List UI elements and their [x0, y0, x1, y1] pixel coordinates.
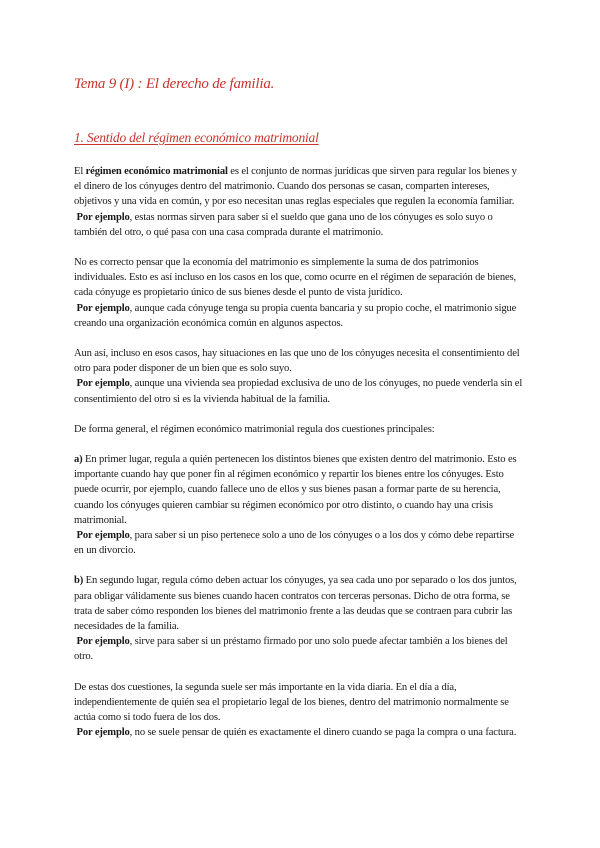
paragraph-cuestiones [74, 422, 526, 437]
example-label: Por ejemplo [76, 302, 130, 314]
example-text: , estas normas sirven para saber si el sueldo que gana uno de los cónyuges es solo suyo o también del otro, o qué pasa con una casa comprada durante el matrimonio. [74, 211, 493, 238]
example-line [74, 528, 526, 558]
paragraph-consentimiento [74, 346, 526, 407]
paragraph-text: Aun así, incluso en esos casos, hay situaciones en las que uno de los cónyuges necesita el consentimiento del otro para poder disponer de un bien que es solo suyo. [74, 348, 520, 375]
paragraph-patrimonios [74, 255, 526, 331]
example-line [74, 725, 526, 740]
paragraph-text: En primer lugar, regula a quién pertenecen los distintos bienes que existen dentro del matrimonio. Esto es importante cuando hay que poner fin al régimen económico y repartir los bienes entre los cónyuges. Esto puede ocurrir, por ejemplo, cuando fallece uno de ellos y sus bienes pasan a formar parte de su herencia, cuando los cónyuges quieren cambiar su régimen económico por otro distinto, o cuando hay una crisis matrimonial. [74, 454, 517, 526]
paragraph-text: El [74, 166, 86, 177]
paragraph-item-a [74, 452, 526, 558]
example-label: Por ejemplo [76, 636, 130, 648]
paragraph-text: De estas dos cuestiones, la segunda suele ser más importante en la vida diaria. En el día a día, independientemente de quién sea el propietario legal de los bienes, dentro del matrimonio normalmente se actúa como si todo fuera de los dos. [74, 681, 509, 724]
example-label: Por ejemplo [76, 727, 130, 739]
section-heading: 1. Sentido del régimen económico matrimonial [74, 130, 319, 145]
paragraph-vida-diaria [74, 680, 526, 741]
key-term: régimen económico matrimonial [85, 166, 228, 177]
paragraph-text: No es correcto pensar que la economía del matrimonio es simplemente la suma de dos patrimonios individuales. Esto es así incluso en los casos en los que, como ocurre en el régimen de separación de bienes, cada cónyuge es propietario único de sus bienes desde el punto de vista jurídico. [74, 257, 516, 299]
example-text: , aunque cada cónyuge tenga su propia cuenta bancaria y su propio coche, el matrimonio sigue creando una organización económica común en algunos aspectos. [74, 302, 517, 329]
example-line [74, 301, 526, 331]
example-label: Por ejemplo [76, 211, 130, 223]
document-body [74, 164, 526, 756]
paragraph-text: es el conjunto de normas jurídicas que sirven para regular los bienes y el dinero de los cónyuges dentro del matrimonio. Cuando dos personas se casan, comparten intereses, objetivos y una vida en común, y por eso necesitan unas reglas especiales que regulen la economía familiar. [74, 166, 517, 208]
document-title: Tema 9 (I) : El derecho de familia. [74, 76, 275, 92]
paragraph-text: En segundo lugar, regula cómo deben actuar los cónyuges, ya sea cada uno por separado o los dos juntos, para obligar válidamente sus bienes cuando hacen contratos con terceras personas. Dicho de otra forma, se trata de saber cómo responden los bienes del matrimonio frente a las deudas que se contraen para cubrir las necesidades de la familia. [74, 575, 517, 633]
paragraph-text: De forma general, el régimen económico matrimonial regula dos cuestiones principales: [74, 423, 435, 435]
example-line [74, 210, 526, 240]
example-label: Por ejemplo [76, 530, 130, 542]
example-line [74, 376, 526, 406]
example-line [74, 634, 526, 664]
paragraph-definition [74, 164, 526, 240]
list-label: b) [74, 575, 84, 587]
example-text: , aunque una vivienda sea propiedad exclusiva de uno de los cónyuges, no puede venderla sin el consentimiento del otro si es la vivienda habitual de la familia. [74, 378, 523, 405]
example-text: , sirve para saber si un préstamo firmado por uno solo puede afectar también a los bienes del otro. [74, 636, 508, 663]
example-text: , para saber si un piso pertenece solo a uno de los cónyuges o a los dos y cómo debe repartirse en un divorcio. [74, 530, 515, 557]
example-label: Por ejemplo [76, 378, 130, 390]
example-text: , no se suele pensar de quién es exactamente el dinero cuando se paga la compra o una factura. [129, 727, 517, 739]
paragraph-item-b [74, 573, 526, 664]
list-label: a) [74, 454, 83, 466]
